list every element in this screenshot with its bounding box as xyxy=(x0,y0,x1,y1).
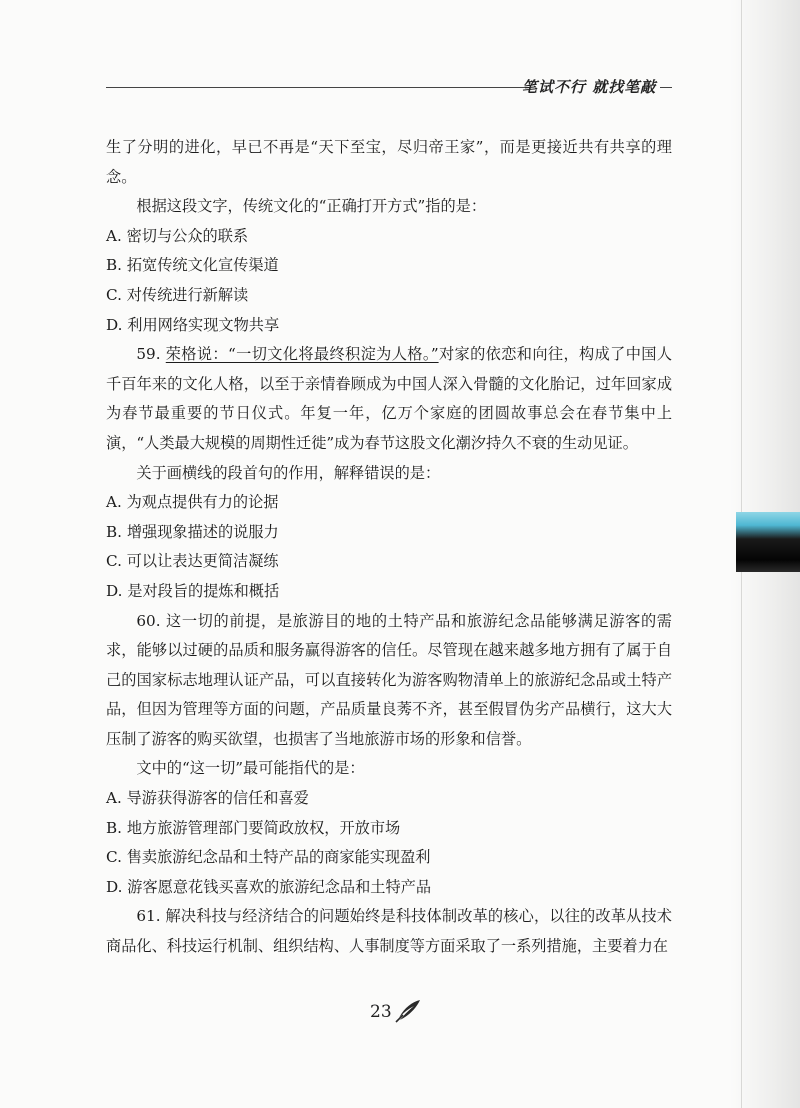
paragraph-continued: 生了分明的进化，早已不再是“天下至宝，尽归帝王家”，而是更接近共有共享的理念。 xyxy=(106,138,672,186)
q59-option-c: C. 可以让表达更简洁凝练 xyxy=(106,552,279,571)
header-rule-left xyxy=(106,87,530,88)
header-slogan: 笔试不行 就找笔敲 xyxy=(522,78,657,96)
q59-passage xyxy=(106,340,672,458)
q61-passage: 61. 解决科技与经济结合的问题始终是科技体制改革的核心，以往的改革从技术商品化、科技运行机制、组织结构、人事制度等方面采取了一系列措施，主要着力在 xyxy=(106,907,672,956)
page-content xyxy=(106,133,672,962)
q58-option-b: B. 拓宽传统文化宣传渠道 xyxy=(106,256,279,275)
q59-option-a: A. 为观点提供有力的论据 xyxy=(106,493,279,512)
q58-option-c: C. 对传统进行新解读 xyxy=(106,285,249,304)
q59-number: 59. xyxy=(136,345,166,364)
q58-option-d: D. 利用网络实现文物共享 xyxy=(106,315,280,334)
q59-passage-rest: 对家的依恋和向往，构成了中国人千百年来的文化人格，以至于亲情眷顾成为中国人深入骨髓的文化胎记，过年回家成为春节最重要的节日仪式。年复一年，亿万个家庭的团圆故事总会在春节集中上演，“人类最大规模的周期性迁徙”成为春节这股文化潮汐持久不衰的生动见证。 xyxy=(106,345,673,452)
q60-option-d: D. 游客愿意花钱买喜欢的旅游纪念品和土特产品 xyxy=(106,877,432,896)
edge-thumb-tab xyxy=(736,512,800,572)
q58-prompt: 根据这段文字，传统文化的“正确打开方式”指的是： xyxy=(136,197,487,216)
q58-option-a: A. 密切与公众的联系 xyxy=(106,226,249,245)
q59-underlined-sentence: 荣格说：“一切文化将最终积淀为人格。” xyxy=(165,345,439,364)
q60-option-b: B. 地方旅游管理部门要简政放权，开放市场 xyxy=(106,818,401,837)
page-number: 23 xyxy=(370,1002,392,1022)
q60-passage: 60. 这一切的前提，是旅游目的地的土特产品和旅游纪念品能够满足游客的需求，能够以过硬的品质和服务赢得游客的信任。尽管现在越来越多地方拥有了属于自己的国家标志地理认证产品，可以直接转化为游客购物清单上的旅游纪念品或土特产品，但因为管理等方面的问题，产品质量良莠不齐，甚至假冒伪劣产品横行，这大大压制了游客的购买欲望，也损害了当地旅游市场的形象和信誉。 xyxy=(106,611,672,748)
q59-prompt: 关于画横线的段首句的作用，解释错误的是： xyxy=(136,463,441,482)
q59-option-b: B. 增强现象描述的说服力 xyxy=(106,522,279,541)
q60-option-a: A. 导游获得游客的信任和喜爱 xyxy=(106,789,309,808)
q60-prompt: 文中的“这一切”最可能指代的是： xyxy=(136,759,365,778)
q60-option-c: C. 售卖旅游纪念品和土特产品的商家能实现盈利 xyxy=(106,848,431,867)
q59-option-d: D. 是对段旨的提炼和概括 xyxy=(106,581,280,600)
header-rule-right xyxy=(660,87,672,88)
quill-pen-icon xyxy=(394,998,422,1024)
